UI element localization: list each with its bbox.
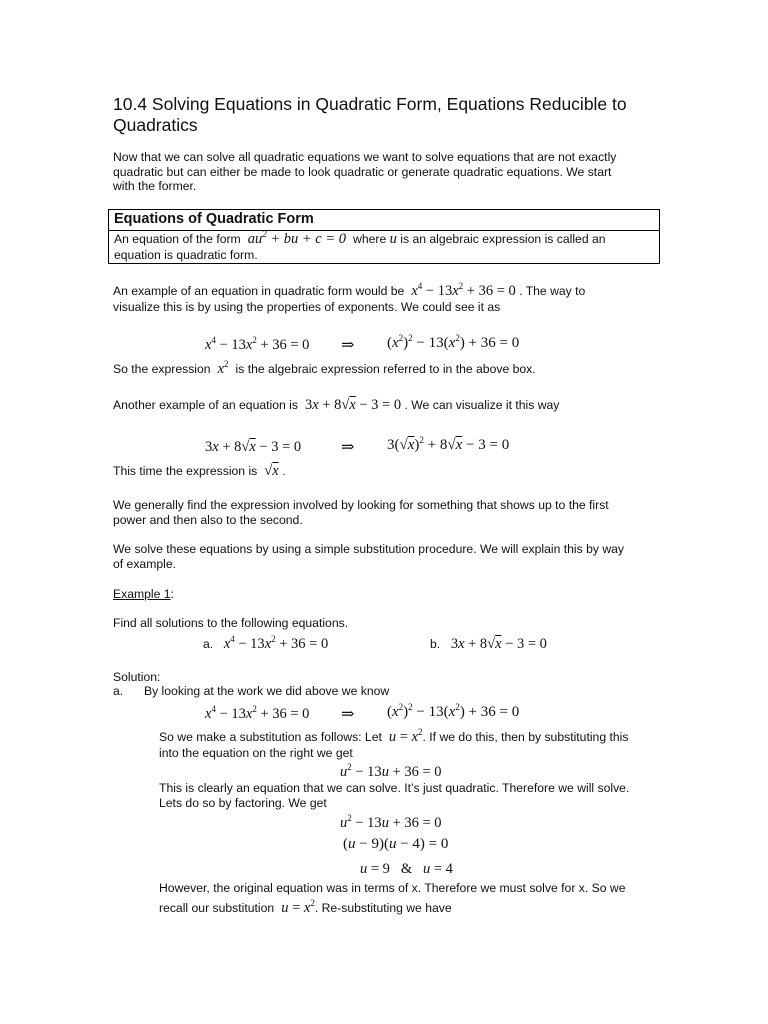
factoring-step-1: $u^2 - 13u + 36 = 0$ (340, 813, 442, 831)
sqrt-expression-note: This time the expression is √x . (113, 463, 286, 479)
however-line-1: However, the original equation was in terms of x. Therefore we must solve for x. So we (159, 881, 626, 895)
example-1-instruction: Find all solutions to the following equations. (113, 616, 349, 630)
intro-line-3: with the former. (113, 179, 197, 193)
general-method-paragraph: We generally find the expression involved by looking for something that shows up to the first power and then also to the second. (113, 498, 609, 527)
recall-line: recall our substitution $u = x^2$. Re-substituting we have (159, 898, 452, 916)
solution-equation-quartic: $x^4 - 13x^2 + 36 = 0$ (205, 704, 310, 722)
substitution-line-1: So we make a substitution as follows: Let $u = x^2$. If we do this, then by substituting this (159, 727, 629, 745)
definition-line-2: equation is quadratic form. (114, 248, 258, 262)
display-equation-sqrt-rewritten: $3(√x)^2 + 8√x - 3 = 0$ (387, 435, 510, 453)
another-example-line: Another example of an equation is 3x + 8√x − 3 = 0 . We can visualize it this way (113, 397, 560, 413)
solution-a-intro: a. By looking at the work we did above we know (113, 684, 390, 698)
display-equation-quartic-rewritten: $(x^2)^2 - 13(x^2) + 36 = 0$ (387, 333, 520, 351)
expression-note: So the expression $x^2$ is the algebraic expression referred to in the above box. (113, 359, 536, 377)
solution-label: Solution: (113, 670, 161, 684)
example-1-label: Example 1: (113, 587, 174, 601)
definition-line-1: An equation of the form $au^2$ + bu + c = 0 where u is an algebraic expression is called an (114, 229, 606, 247)
definition-heading: Equations of Quadratic Form (114, 211, 314, 227)
implies-arrow: ⇒ (341, 437, 355, 456)
clearly-quadratic-paragraph: This is clearly an equation that we can solve. It’s just quadratic. Therefore we will solve. Lets do so by factoring. We get (159, 781, 630, 810)
intro-line-1: Now that we can solve all quadratic equations we want to solve equations that are not exactly (113, 150, 617, 164)
intro-line-2: quadratic but can either be made to look quadratic or generate quadratic equations. We start (113, 164, 612, 179)
definition-divider (109, 230, 659, 231)
title-line-2: Quadratics (113, 115, 198, 135)
display-equation-quartic: $x^4 - 13x^2 + 36 = 0$ (205, 335, 310, 353)
part-a: a. $x^4 - 13x^2 + 36 = 0$ (203, 634, 329, 652)
page-title (113, 94, 627, 136)
definition-box (108, 209, 660, 264)
example-intro-line-1: An example of an equation in quadratic form would be $x^4 - 13x^2 + 36 = 0$ . The way to (113, 281, 586, 299)
example-intro-line-2: visualize this is by using the properties of exponents. We could see it as (113, 300, 501, 314)
substitution-paragraph: We solve these equations by using a simple substitution procedure. We will explain this by way of example. (113, 542, 625, 571)
equation-inline-sqrt: 3x + 8√x − 3 = 0 (301, 397, 402, 413)
equation-inline-quartic: $x^4 - 13x^2 + 36 = 0$ (411, 281, 516, 299)
display-equation-sqrt: 3x + 8√x − 3 = 0 (205, 439, 302, 455)
quadratic-form-formula: $au^2$ + bu + c = 0 (244, 229, 350, 247)
title-line-1: 10.4 Solving Equations in Quadratic Form, Equations Reducible to (113, 94, 627, 114)
u-quadratic-equation: $u^2 - 13u + 36 = 0$ (340, 762, 442, 780)
factoring-step-2: (u − 9)(u − 4) = 0 (343, 836, 449, 852)
implies-arrow: ⇒ (341, 704, 355, 723)
intro-paragraph (113, 150, 616, 194)
factoring-step-3: u = 9 & u = 4 (360, 861, 453, 877)
substitution-line-2: into the equation on the right we get (159, 746, 353, 760)
implies-arrow: ⇒ (341, 335, 355, 354)
part-b: b. 3x + 8√x − 3 = 0 (430, 636, 547, 652)
solution-equation-quartic-rewritten: $(x^2)^2 - 13(x^2) + 36 = 0$ (387, 702, 520, 720)
